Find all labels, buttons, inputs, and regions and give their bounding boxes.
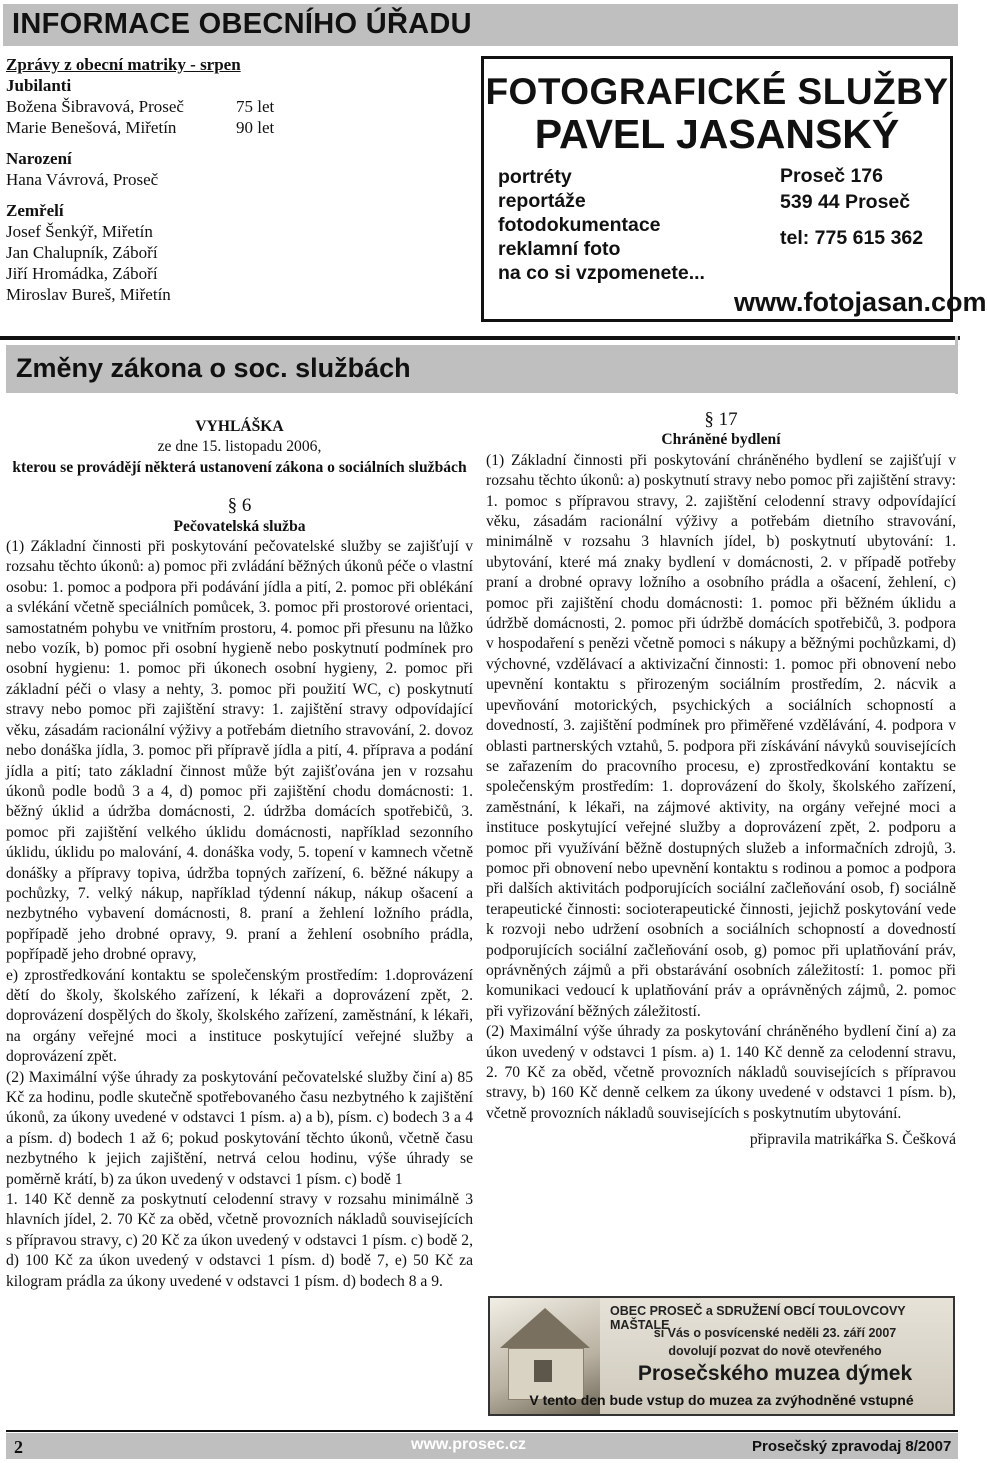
page-footer — [6, 1433, 958, 1459]
paragraph-number: § 17 — [704, 409, 738, 430]
decree-date: ze dne 15. listopadu 2006, — [157, 438, 322, 456]
roof-shape — [500, 1308, 590, 1348]
divider — [6, 1430, 958, 1432]
photo-services-ad — [481, 56, 987, 322]
article-text: (2) Maximální výše úhrady za poskytování pečovatelské služby činí a) 85 Kč za hodinu, podle skutečně spotřebovaného času nezbytného k zajištění úkonů, za úkony uvedené v odstavci 1 písm. a) a b), písm. c) bodech 3 a 4 a písm. d) bodech 1 až 6; pokud poskytování těchto úkonů, včetně času nezbytného k jejich zajištění, netrvá celou hodinu, výše úhrady se poměrně krátí, b) za úkon uvedený v odstavci 1 písm. c) bodě 1 — [6, 1068, 473, 1188]
death-item: Josef Šenkýř, Miřetín — [6, 222, 153, 241]
paragraph-title: Chráněné bydlení — [661, 431, 781, 449]
ad-address — [780, 163, 910, 215]
paragraph-title: Pečovatelská služba — [173, 517, 306, 535]
banner-museum: Prosečského muzea dýmek — [637, 1362, 913, 1385]
ad-title: FOTOGRAFICKÉ SLUŽBY — [485, 71, 949, 112]
publication-name: Prosečský zpravodaj 8/2007 — [752, 1438, 952, 1455]
museum-invitation-banner — [488, 1296, 955, 1416]
window-shape — [534, 1360, 552, 1382]
ad-services — [498, 165, 705, 285]
death-item: Jan Chalupník, Záboří — [6, 243, 158, 262]
article-text: e) zprostředkování kontaktu se společenským prostředím: 1.doprovázení dětí do školy, školského zařízení, k lékaři a doprovázení zpět, 2. doprovázení dospělých do školy, školského zařízení, zaměstnání, k lékaři, na orgány veřejné moci a instituce poskytující veřejné služby a doprovázení zpět. — [6, 966, 473, 1066]
ad-address-line: Proseč 176 — [780, 165, 883, 187]
ad-name: PAVEL JASANSKÝ — [534, 111, 900, 157]
registry-heading: Zprávy z obecní matriky - srpen — [6, 55, 241, 74]
jubilee-row — [6, 117, 466, 138]
ad-service: fotodokumentace — [498, 214, 661, 236]
registry-news — [6, 54, 466, 305]
birth-item: Hana Vávrová, Proseč — [6, 170, 159, 189]
ad-service: na co si vzpomenete... — [498, 262, 705, 284]
banner-note: V tento den bude vstup do muzea za zvýhodněné vstupné — [529, 1392, 914, 1408]
article-text: (2) Maximální výše úhrady za poskytování chráněného bydlení činí a) za úkon uvedený v odstavci 1 písm. a) 1. 140 Kč denně za celodenní stravu, 2. 70 Kč za oběd, včetně provozních nákladů souvisejících s přípravou stravy, b) 160 Kč denně celkem za úkony uvedené v odstavci 1 písm. b), včetně provozních nákladů souvisejících s poskytnutím ubytování. — [486, 1023, 956, 1122]
header-title: INFORMACE OBECNÍHO ÚŘADU — [12, 8, 472, 40]
ad-website: www.fotojasan.com — [734, 287, 987, 317]
births-title: Narození — [6, 149, 72, 168]
jubilee-name: Marie Benešová, Miřetín — [6, 118, 177, 137]
article-right-column — [486, 410, 956, 1151]
decree-title: VYHLÁŠKA — [195, 418, 284, 435]
signature: připravila matrikářka S. Češková — [749, 1131, 956, 1149]
ad-service: reklamní foto — [498, 238, 621, 260]
jubilee-age: 90 let — [236, 118, 275, 137]
banner-organizers: OBEC PROSEČ a SDRUŽENÍ OBCÍ TOULOVCOVY MAŠTALE — [610, 1304, 906, 1332]
jubilees-title: Jubilanti — [6, 76, 72, 95]
jubilee-age: 75 let — [236, 97, 275, 116]
article-text: (1) Základní činnosti při poskytování pečovatelské služby se zajišťují v rozsahu těchto úkonů: a) pomoc při zvládání běžných úkonů péče o vlastní osobu: 1. pomoc a podpora při podávání jídla a pití, 2. pomoc při oblékání a svlékání včetně speciálních pomůcek, 3. pomoc při prostorové orientaci, samostatném pohybu ve vnitřním prostoru, 4. pomoc při přesunu na lůžko nebo vozík, b) pomoc při osobní hygieně nebo poskytnutí podmínek pro osobní hygienu: 1. pomoc při úkonech osobní hygieny, 2. pomoc při základní péči o vlasy a nehty, 3. pomoc při použití WC, c) poskytnutí stravy nebo pomoc při zajištění stravy: 1. zajištění stravy odpovídající věku, zásadám racionální výživy a potřebám dietního stravování, 2. dovoz nebo donáška jídla, 3. pomoc při přípravě jídla a pití, 4. příprava a podání jídla a pití; tato základní činnost může být zajišťována jen v rozsahu úkonů podle bodů 3 a 4, d) pomoc při zajištění chodu domácnosti: 1. běžný úklid a údržba domácnosti, 2. údržba domácích spotřebičů, 3. pomoc při zajištění velkého úklidu domácnosti, například sezonního úklidu, úklidu po malování, 4. donáška vody, 5. topení v kamnech včetně donášky a přípravy topiva, údržba topných zařízení, 6. běžné nákupy a pochůzky, 7. velký nákup, například týdenní nákup, nákup ošacení a nezbytného vybavení domácnosti, 8. praní a žehlení ložního prádla, popřípadě jeho drobné opravy, 9. praní a žehlení osobního prádla, popřípadě jeho drobné opravy, — [6, 538, 473, 964]
article-text: 1. 140 Kč denně za poskytnutí celodenní stravy v rozsahu minimálně 3 hlavních jídel, 2. 70 Kč za oběd, včetně provozních nákladů souvisejících s přípravou stravy, c) 20 Kč za úkon uvedený v odstavci 1 písm. c) bodě 2, d) 100 Kč za úkon uvedený v odstavci 1 písm. d) bodě 7, e) 50 Kč za kilogram prádla za úkony uvedené v odstavci 1 písm. d) bodech 8 a 9. — [6, 1191, 473, 1290]
deaths-title: Zemřelí — [6, 201, 64, 220]
page-number: 2 — [14, 1437, 23, 1457]
footer-website: www.prosec.cz — [411, 1436, 526, 1453]
ad-phone: tel: 775 615 362 — [780, 227, 924, 249]
banner-date: si Vás o posvícenské neděli 23. září 2007 — [653, 1326, 897, 1340]
death-item: Miroslav Bureš, Miřetín — [6, 285, 171, 304]
section-title: Změny zákona o soc. službách — [16, 353, 411, 383]
death-item: Jiří Hromádka, Záboří — [6, 264, 158, 283]
jubilee-row — [6, 96, 466, 117]
page-header — [0, 0, 960, 50]
ad-service: portréty — [498, 166, 572, 188]
divider — [0, 336, 960, 340]
section-header — [6, 345, 958, 393]
banner-invite: dovolují pozvat do nově otevřeného — [668, 1344, 882, 1358]
article-left-column — [6, 417, 473, 1292]
decree-subtitle: kterou se provádějí některá ustanovení zákona o sociálních službách — [12, 458, 467, 476]
ad-address-line: 539 44 Proseč — [780, 191, 911, 213]
jubilee-name: Božena Šibravová, Proseč — [6, 97, 184, 116]
ad-service: reportáže — [498, 190, 586, 212]
paragraph-number: § 6 — [227, 495, 252, 517]
article-text: (1) Základní činnosti při poskytování chráněného bydlení se zajišťují v rozsahu těchto úkonů: a) poskytnutí stravy nebo pomoc při zajištění stravy: 1. pomoc s přípravou stravy, 2. zajištění celodenní stravy odpovídající věku, zásadám racionální výživy a potřebám dietního stravování, minimálně v rozsahu 3 hlavních jídel, b) poskytnutí ubytování: 1. ubytování, které má znaky bydlení v domácnosti, 2. v případě potřeby praní a drobné opravy ložního a osobního prádla a ošacení, žehlení, c) pomoc při zajištění chodu domácnosti: 1. pomoc při běžném úklidu a údržbě domácnosti, 2. pomoc při údržbě domácích spotřebičů, 3. podpora v hospodaření s penězi včetně pomoci s nákupy a běžnými pochůzkami, d) výchovné, vzdělávací a aktivizační činnosti: 1. pomoc při obnovení nebo upevnění kontaktu s přirozeným sociálním prostředím, 2. nácvik a upevňování motorických, psychických a sociálních schopností a dovedností, 3. zajištění podmínek pro přiměřené vzdělávání, 4. podpora v oblasti partnerských vztahů, 5. podpora při získávání návyků souvisejících se zařazením do pracovního procesu, e) zprostředkování kontaktu se společenským prostředím: 1. doprovázení do školy, školského zařízení, zaměstnání, k lékaři, na zájmové aktivity, na orgány veřejné moci a instituce poskytující veřejné služby a doprovázení zpět, 2. podporu a pomoc při využívání běžně dostupných služeb a informačních zdrojů, 3. pomoc při obnovení nebo upevnění kontaktu s rodinou a pomoc a podpora při dalších aktivitách podporujících sociální začleňování osob, f) sociálně terapeutické činnosti: socioterapeutické činnosti, jejichž poskytování vede k rozvoji nebo udržení osobních a sociálních schopností a dovedností podporujících sociální začleňování osob, g) pomoc při uplatňování práv, oprávněných zájmů a při obstarávání osobních záležitostí: 1. pomoc při komunikaci vedoucí k uplatňování práv a oprávněných zájmů, 2. pomoc při vyřizování běžných záležitostí. — [486, 451, 956, 1020]
